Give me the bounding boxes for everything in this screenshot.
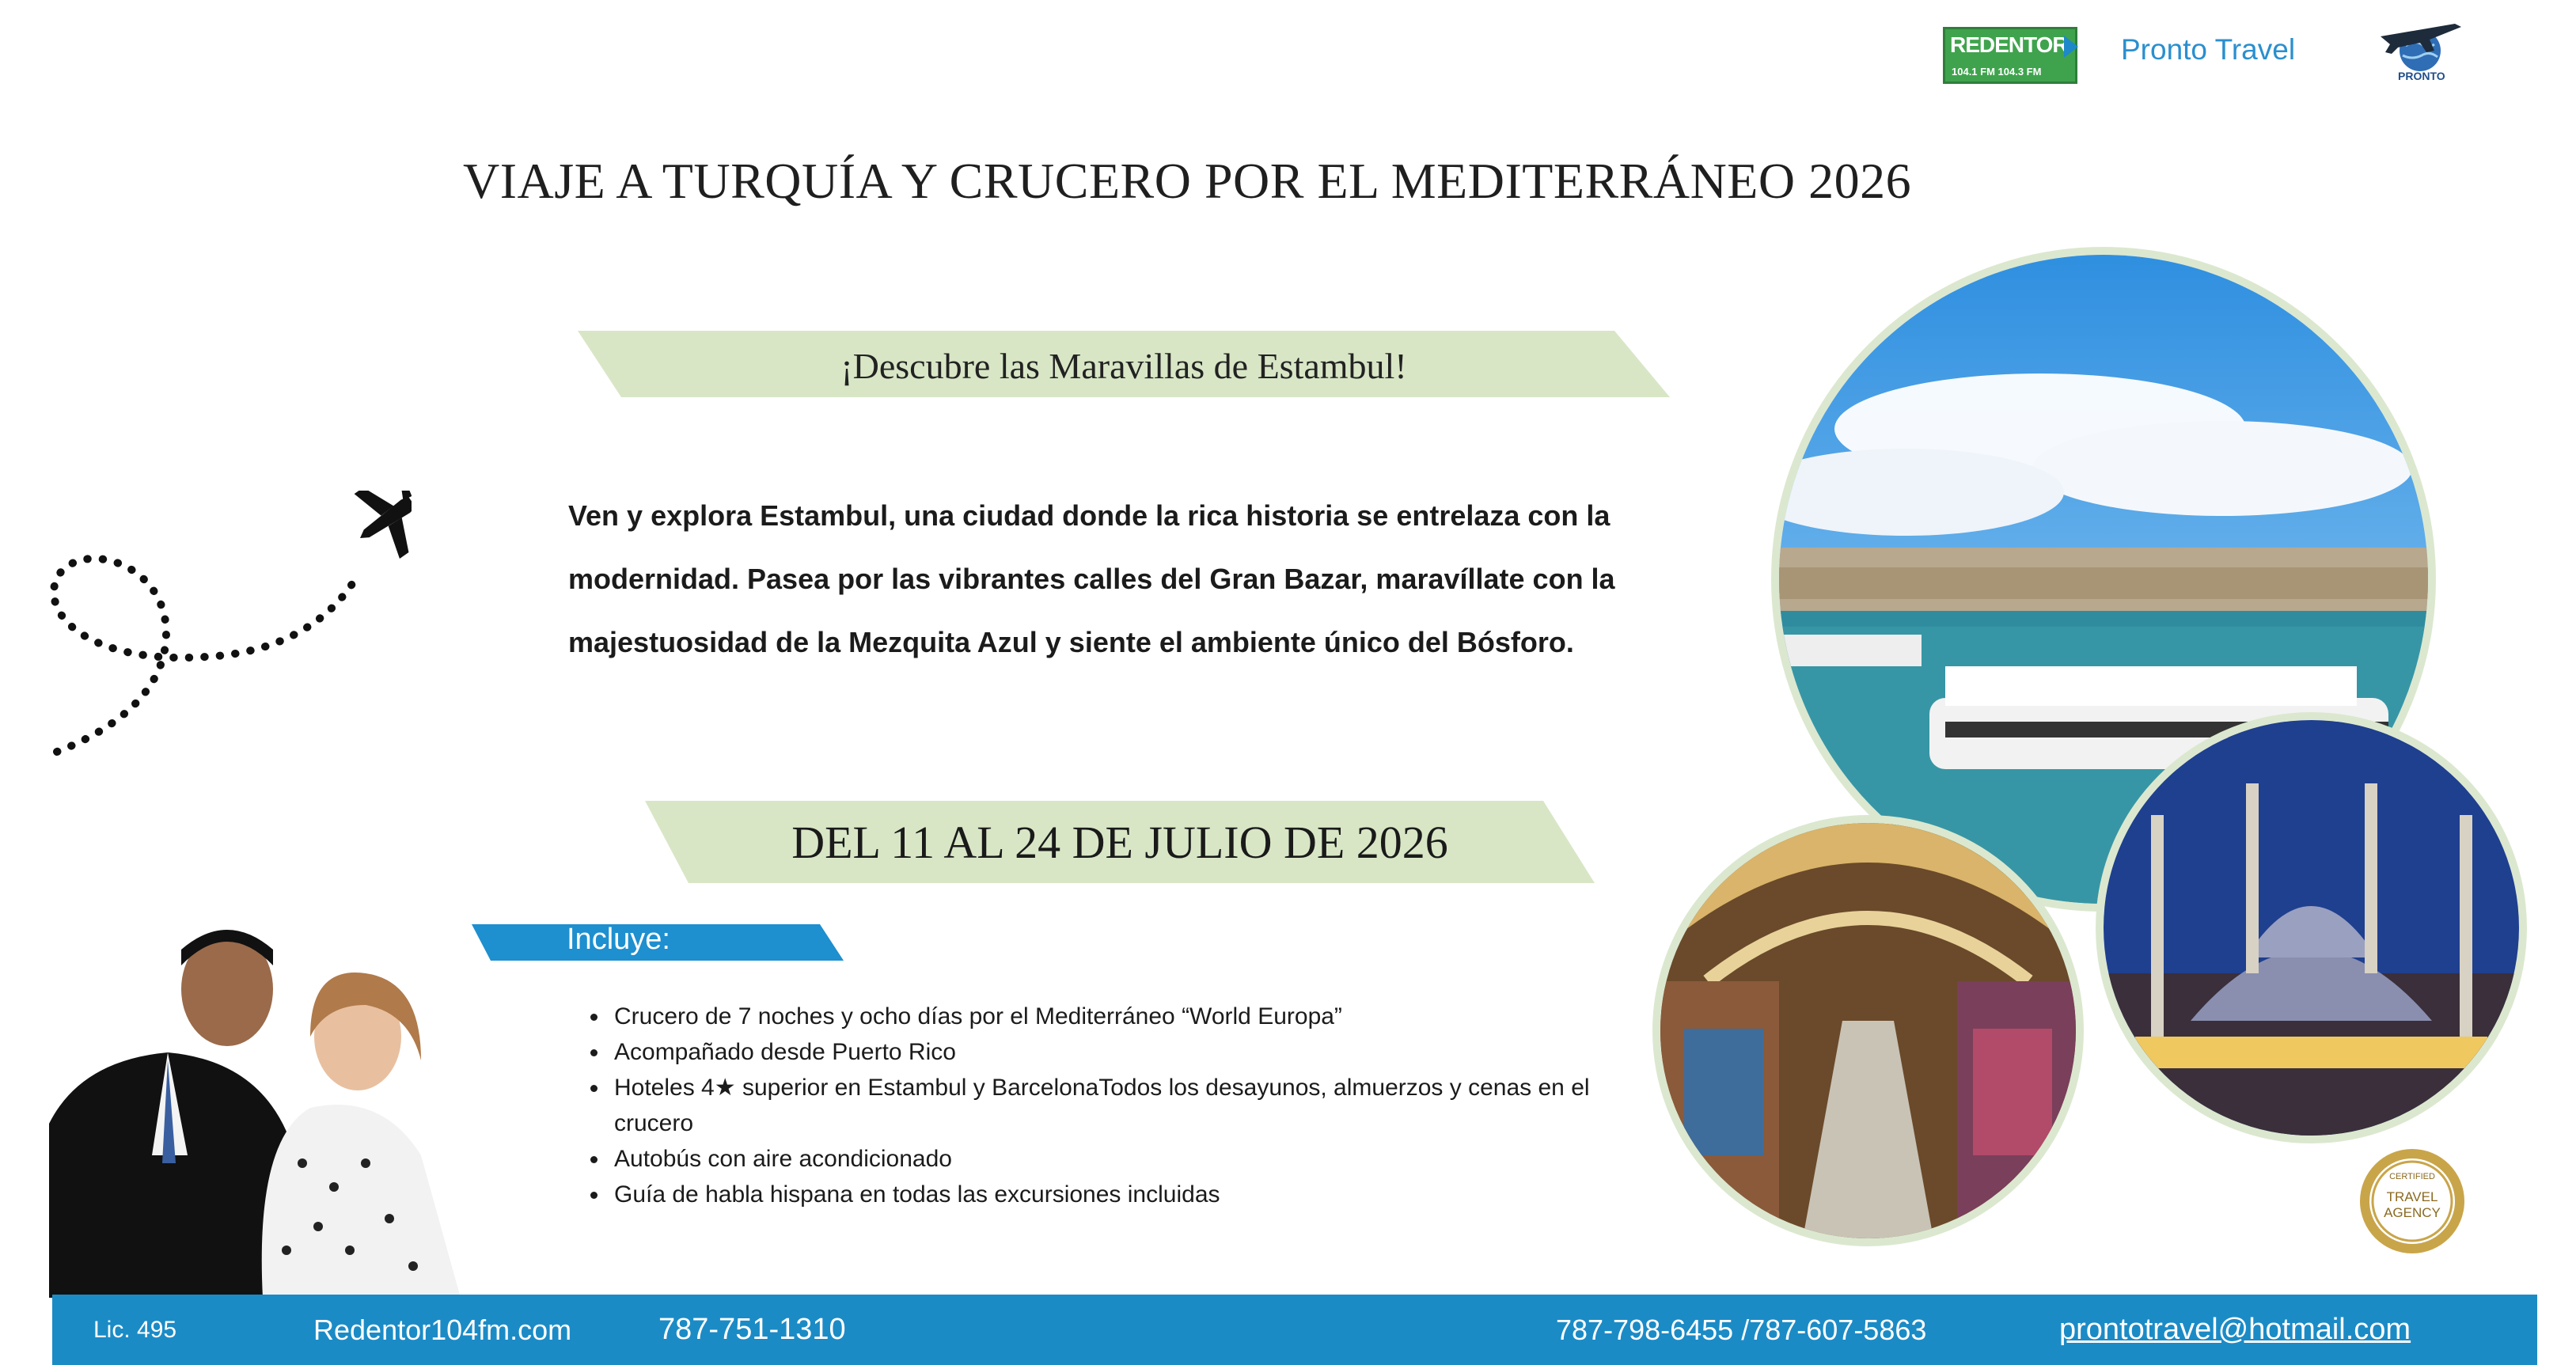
page-title: VIAJE A TURQUÍA Y CRUCERO POR EL MEDITERRÁNEO 2026 bbox=[463, 153, 1912, 209]
airplane-route-icon bbox=[47, 491, 412, 760]
blue-mosque-photo bbox=[2096, 712, 2527, 1143]
dates-banner-text: DEL 11 AL 24 DE JULIO DE 2026 bbox=[791, 816, 1448, 868]
list-item: • Hoteles 4★ superior en Estambul y BarcelonaTodos los desayunos, almuerzos y cenas en el crucero bbox=[609, 1070, 1670, 1141]
trip-description bbox=[568, 484, 1676, 674]
pronto-logo-label: PRONTO bbox=[2398, 70, 2445, 82]
footer-bar bbox=[52, 1295, 2537, 1365]
includes-label: Incluye: bbox=[567, 923, 670, 956]
list-item: • Guía de habla hispana en todas las excursiones incluidas bbox=[609, 1177, 1670, 1212]
list-item: • Crucero de 7 noches y ocho días por el Mediterráneo “World Europa” bbox=[609, 999, 1670, 1034]
website-link[interactable]: Redentor104fm.com bbox=[313, 1313, 572, 1346]
redentor-logo-name: REDENTOR bbox=[1950, 32, 2068, 57]
list-item: • Autobús con aire acondicionado bbox=[609, 1141, 1670, 1177]
grand-bazaar-photo bbox=[1652, 815, 2084, 1246]
includes-list bbox=[586, 999, 1670, 1212]
couple-hosts-photo bbox=[49, 902, 492, 1298]
description-line-1: Ven y explora Estambul, una ciudad donde la rica historia se entrelaza con la bbox=[568, 499, 1610, 532]
certified-travel-agency-seal bbox=[2357, 1146, 2468, 1257]
seal-main-text-1: TRAVEL bbox=[2386, 1189, 2438, 1204]
phone-number-1[interactable]: 787-751-1310 bbox=[658, 1313, 846, 1346]
description-line-2: modernidad. Pasea por las vibrantes calles del Gran Bazar, maravíllate con la bbox=[568, 563, 1615, 595]
subtitle-banner-text: ¡Descubre las Maravillas de Estambul! bbox=[840, 345, 1407, 386]
seal-main-text-2: AGENCY bbox=[2384, 1205, 2441, 1220]
phone-numbers-2[interactable]: 787-798-6455 /787-607-5863 bbox=[1556, 1313, 1927, 1346]
list-item: • Acompañado desde Puerto Rico bbox=[609, 1034, 1670, 1070]
redentor-arrow-icon bbox=[2064, 36, 2078, 58]
seal-top-text: CERTIFIED bbox=[2389, 1172, 2435, 1181]
license-number: Lic. 495 bbox=[93, 1316, 177, 1343]
pronto-logo bbox=[2374, 16, 2469, 91]
email-link[interactable]: prontotravel@hotmail.com bbox=[2059, 1313, 2411, 1346]
redentor-logo-frequencies: 104.1 FM 104.3 FM bbox=[1952, 66, 2042, 78]
description-line-3: majestuosidad de la Mezquita Azul y siente el ambiente único del Bósforo. bbox=[568, 626, 1574, 658]
redentor-logo bbox=[1943, 27, 2077, 84]
pronto-travel-label: Pronto Travel bbox=[2121, 33, 2296, 66]
